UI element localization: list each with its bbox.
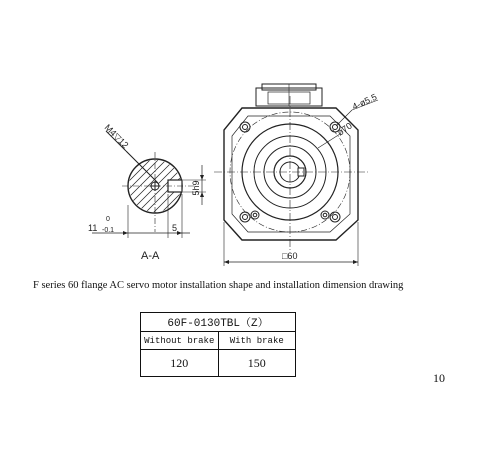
key-width-label: 5h9 (191, 180, 201, 196)
table-value-row (141, 350, 296, 377)
section-label: A-A (141, 250, 160, 262)
without-brake-value: 120 (141, 350, 219, 377)
page-number: 10 (433, 371, 445, 385)
thread-leader (126, 151, 158, 183)
table-label-row (141, 332, 296, 350)
key-length-label: 5 (172, 223, 178, 233)
table-header-row (141, 313, 296, 332)
model-length-table (140, 312, 296, 377)
thread-label: M4▽12 (102, 122, 131, 151)
without-brake-label: Without brake (141, 332, 219, 350)
figure-caption: F series 60 flange AC servo motor installation shape and installation dimension drawing (33, 280, 404, 291)
key-depth-lower-tol: -0.1 (102, 227, 115, 234)
pcd-label: ø70 (335, 120, 354, 138)
model-cell: 60F-0130TBL（Z） (141, 313, 296, 332)
flange-front-view (214, 84, 378, 266)
holes-label: 4-ø5.5 (350, 91, 379, 112)
flange-width-label: □60 (282, 251, 298, 261)
key-depth-upper-tol: 0 (106, 216, 110, 223)
with-brake-label: With brake (218, 332, 296, 350)
key-depth-label: 11 (88, 223, 98, 233)
with-brake-value: 150 (218, 350, 296, 377)
